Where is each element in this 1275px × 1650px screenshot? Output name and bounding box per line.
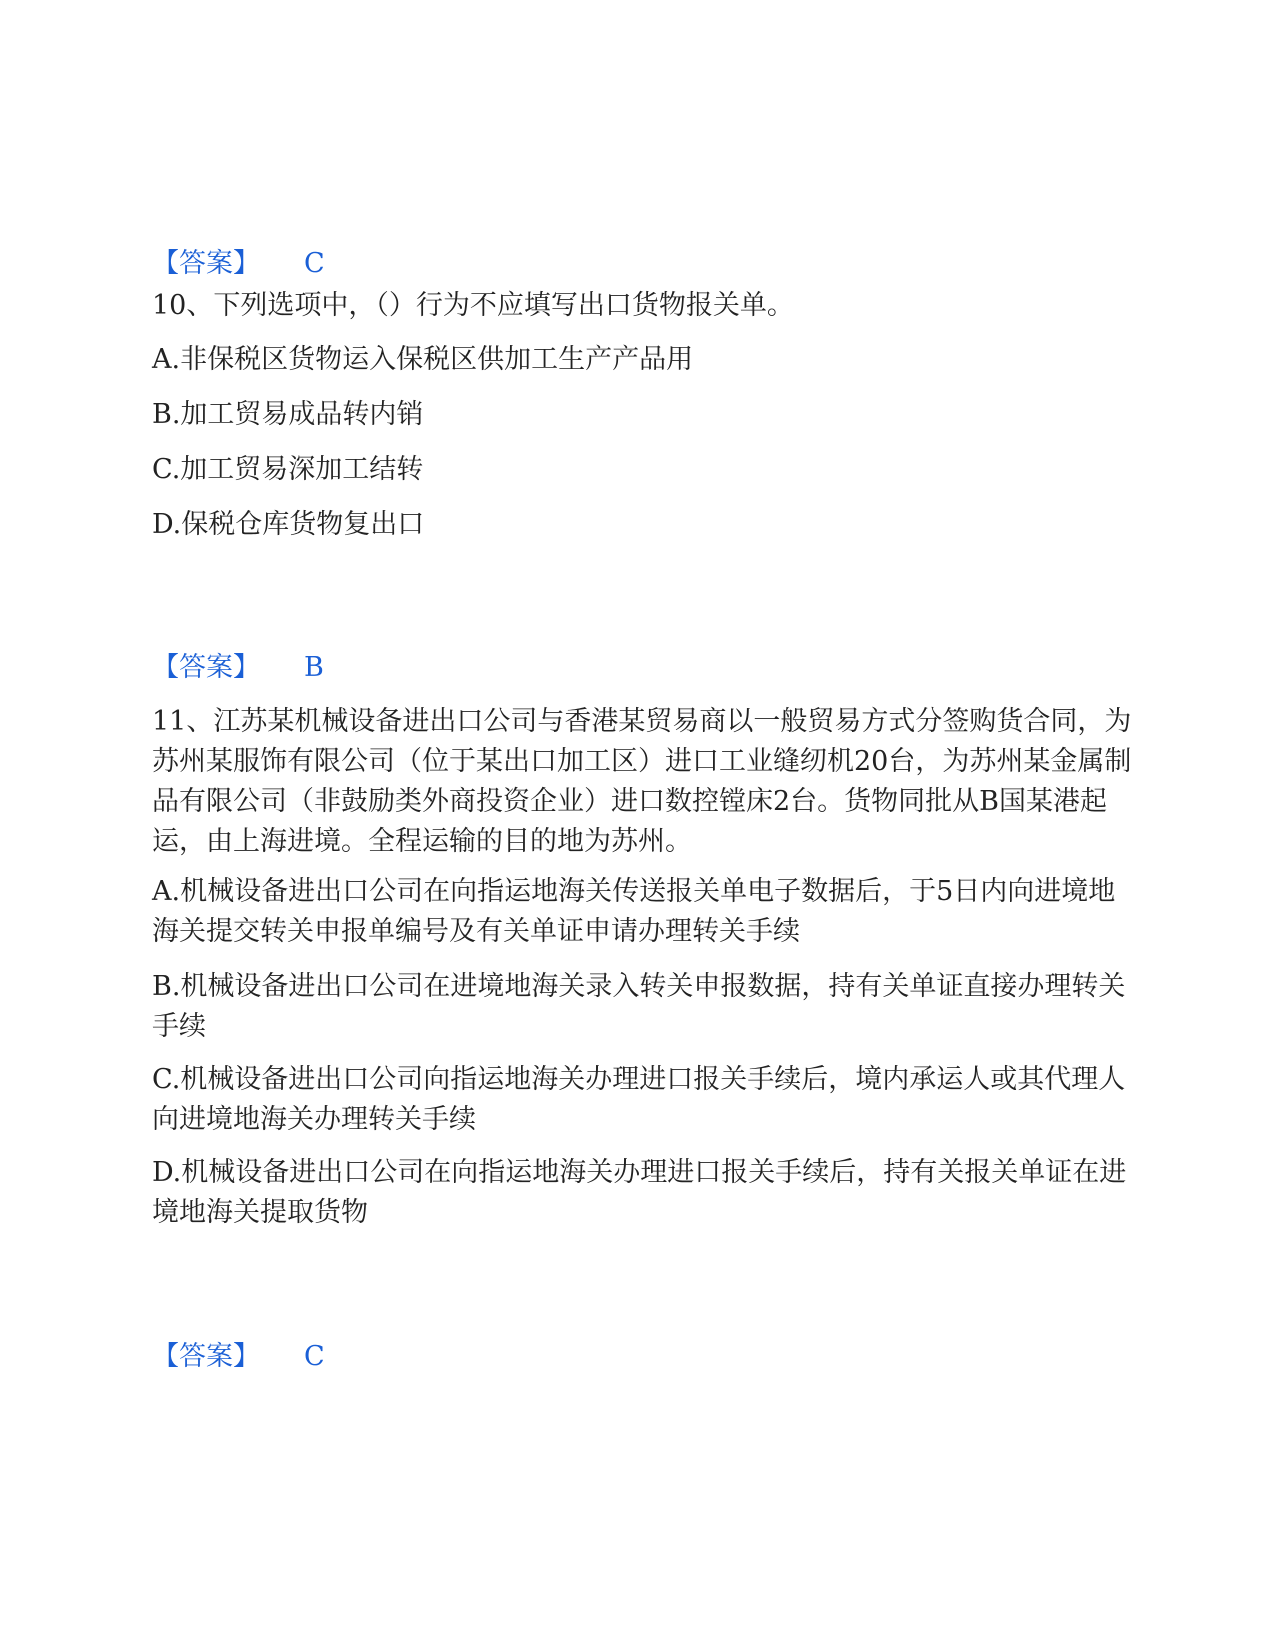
answer-value: C [304, 248, 325, 279]
answer-value: B [304, 652, 324, 683]
question-10-option-c: C.加工贸易深加工结转 [152, 454, 424, 485]
question-10-text: 10、下列选项中，（）行为不应填写出口货物报关单。 [152, 290, 794, 321]
question-10-option-d: D.保税仓库货物复出口 [152, 509, 425, 540]
question-11-option-d: D.机械设备进出口公司在向指运地海关办理进口报关手续后，持有关报关单证在进境地海关提取货物 [152, 1157, 1127, 1228]
answer-label: 【答案】 [152, 652, 260, 683]
question-11-option-b: B.机械设备进出口公司在进境地海关录入转关申报数据，持有关单证直接办理转关手续 [152, 971, 1126, 1042]
answer-label: 【答案】 [152, 1341, 260, 1372]
question-11-option-c: C.机械设备进出口公司向指运地海关办理进口报关手续后，境内承运人或其代理人向进境地海关办理转关手续 [152, 1064, 1126, 1135]
question-11-text: 11、江苏某机械设备进出口公司与香港某贸易商以一般贸易方式分签购货合同，为苏州某服饰有限公司（位于某出口加工区）进口工业缝纫机20台，为苏州某金属制品有限公司（非鼓励类外商投资企业）进口数控镗床2台。货物同批从B国某港起运，由上海进境。全程运输的目的地为苏州。 [152, 706, 1132, 857]
answer-line [152, 1337, 325, 1377]
question-11-option-a: A.机械设备进出口公司在向指运地海关传送报关单电子数据后，于5日内向进境地海关提交转关申报单编号及有关单证申请办理转关手续 [152, 876, 1116, 947]
answer-value: C [304, 1341, 325, 1372]
answer-label: 【答案】 [152, 248, 260, 279]
question-10-option-b: B.加工贸易成品转内销 [152, 399, 424, 430]
question-10-option-a: A.非保税区货物运入保税区供加工生产产品用 [152, 344, 694, 375]
answer-line [152, 648, 324, 688]
answer-line [152, 244, 325, 284]
